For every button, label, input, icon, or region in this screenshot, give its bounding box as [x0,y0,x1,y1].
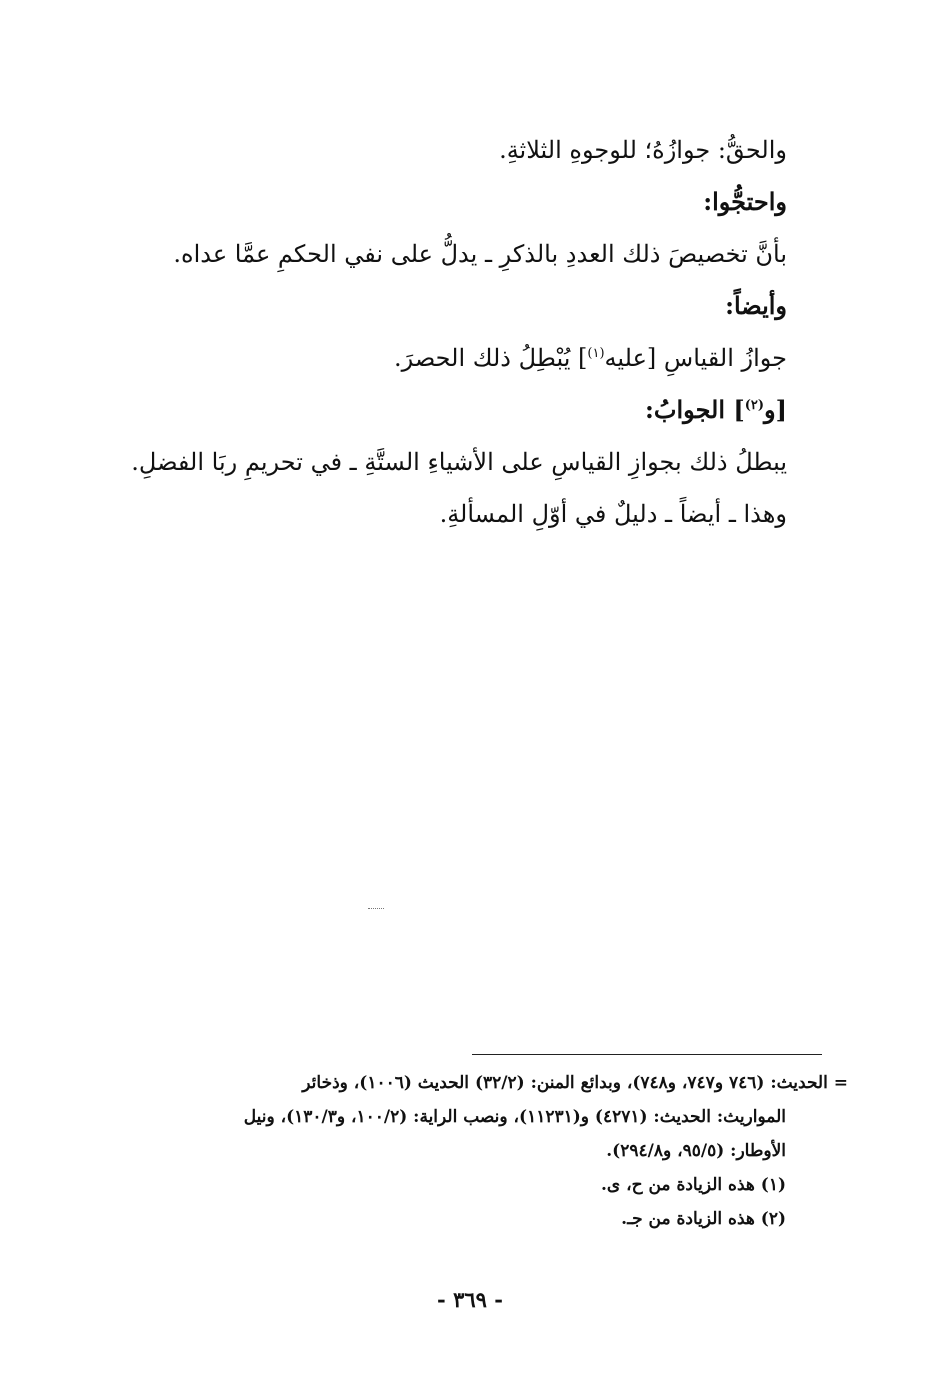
footnote-line: المواريث: الحديث: (٤٢٧١) و(١١٢٣١)، ونصب الراية: (١٠٠/٢، و١٣٠/٣)، ونيل [243,1107,786,1127]
footnote-item: (١) هذه الزيادة من ح، ى. [600,1175,786,1195]
page-number: - ٣٦٩ - [437,1287,503,1312]
section-heading: واحتجُّوا: [703,187,787,216]
footnote-line: الأوطار: (٩٥/٥، و٢٩٤/٨). [606,1141,786,1161]
scan-mark [368,908,384,912]
text-line [137,332,787,384]
main-text [131,124,787,540]
footnotes [138,1066,848,1236]
text-segment: جوازُ القياسِ [عليه [604,344,787,372]
text-segment: ] الجوابُ: [645,395,745,424]
footnote-ref[interactable]: (٢) [744,398,765,413]
footnote-separator [472,1054,822,1055]
text-line: والحقُّ: جوازُهُ؛ للوجوهِ الثلاثةِ. [499,136,787,164]
text-line: يبطلُ ذلك بجوازِ القياسِ على الأشياءِ الستَّةِ ـ في تحريمِ ربَا الفضلِ. [131,448,787,476]
text-line: وهذا ـ أيضاً ـ دليلٌ في أوّلِ المسألةِ. [439,500,787,528]
section-heading: وأيضاً: [725,291,787,320]
section-heading [137,384,787,436]
footnote-line: = الحديث: (٧٤٦ و٧٤٧، و٧٤٨)، وبدائع المنن: (٣٢/٢) الحديث (١٠٠٦)، وذخائر [302,1073,848,1093]
text-segment: ] يُبْطِلُ ذلك الحصرَ. [393,344,588,372]
footnote-ref[interactable]: (١) [587,346,605,361]
text-segment: [و [764,395,787,424]
footnote-item: (٢) هذه الزيادة من جـ. [621,1209,786,1229]
text-line: بأنَّ تخصيصَ ذلك العددِ بالذكرِ ـ يدلُّ على نفي الحكمِ عمَّا عداه. [173,240,787,268]
